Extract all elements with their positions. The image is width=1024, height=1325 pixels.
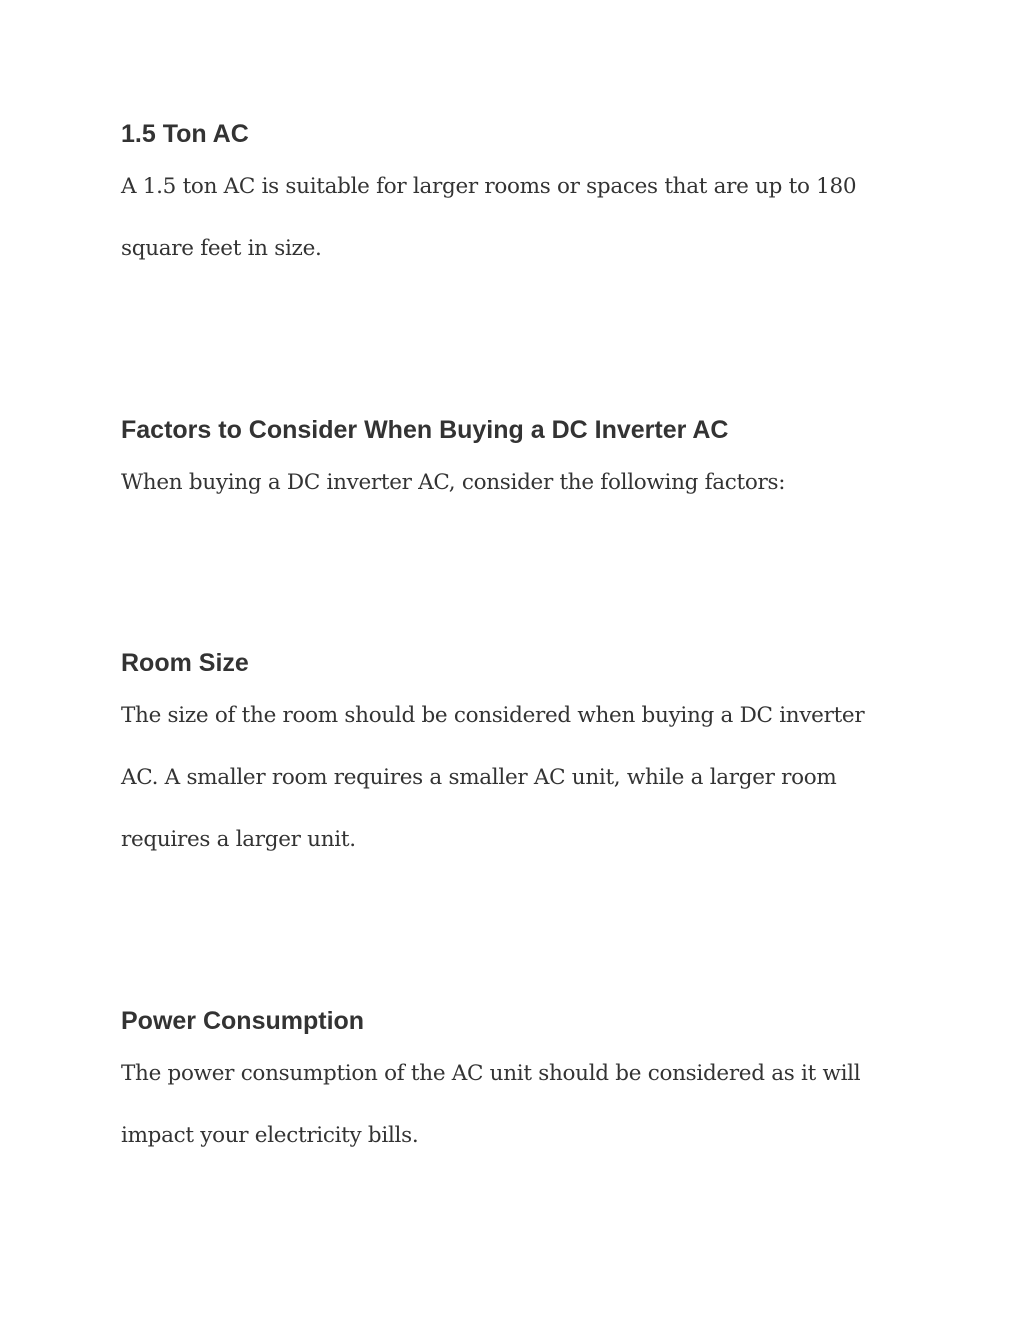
paragraph-line: A 1.5 ton AC is suitable for larger rooms or spaces that are up to 180 [121,174,857,199]
section-room-size [121,648,911,871]
paragraph-line: The power consumption of the AC unit should be considered as it will [121,1061,861,1086]
paragraph-line: impact your electricity bills. [121,1123,419,1148]
section-paragraph [121,1043,911,1167]
paragraph-line: The size of the room should be considered when buying a DC inverter [121,703,865,728]
section-paragraph [121,685,911,871]
section-heading: 1.5 Ton AC [121,120,249,148]
paragraph-line: requires a larger unit. [121,827,356,852]
paragraph-line: AC. A smaller room requires a smaller AC unit, while a larger room [121,765,837,790]
section-1-5-ton-ac [121,119,911,280]
section-factors [121,415,911,514]
section-heading: Factors to Consider When Buying a DC Inverter AC [121,416,729,444]
section-paragraph [121,156,911,280]
section-heading: Room Size [121,649,249,677]
section-power-consumption [121,1006,911,1167]
section-heading: Power Consumption [121,1007,365,1035]
paragraph-line: When buying a DC inverter AC, consider the following factors: [121,470,786,495]
section-paragraph [121,452,911,514]
paragraph-line: square feet in size. [121,236,322,261]
